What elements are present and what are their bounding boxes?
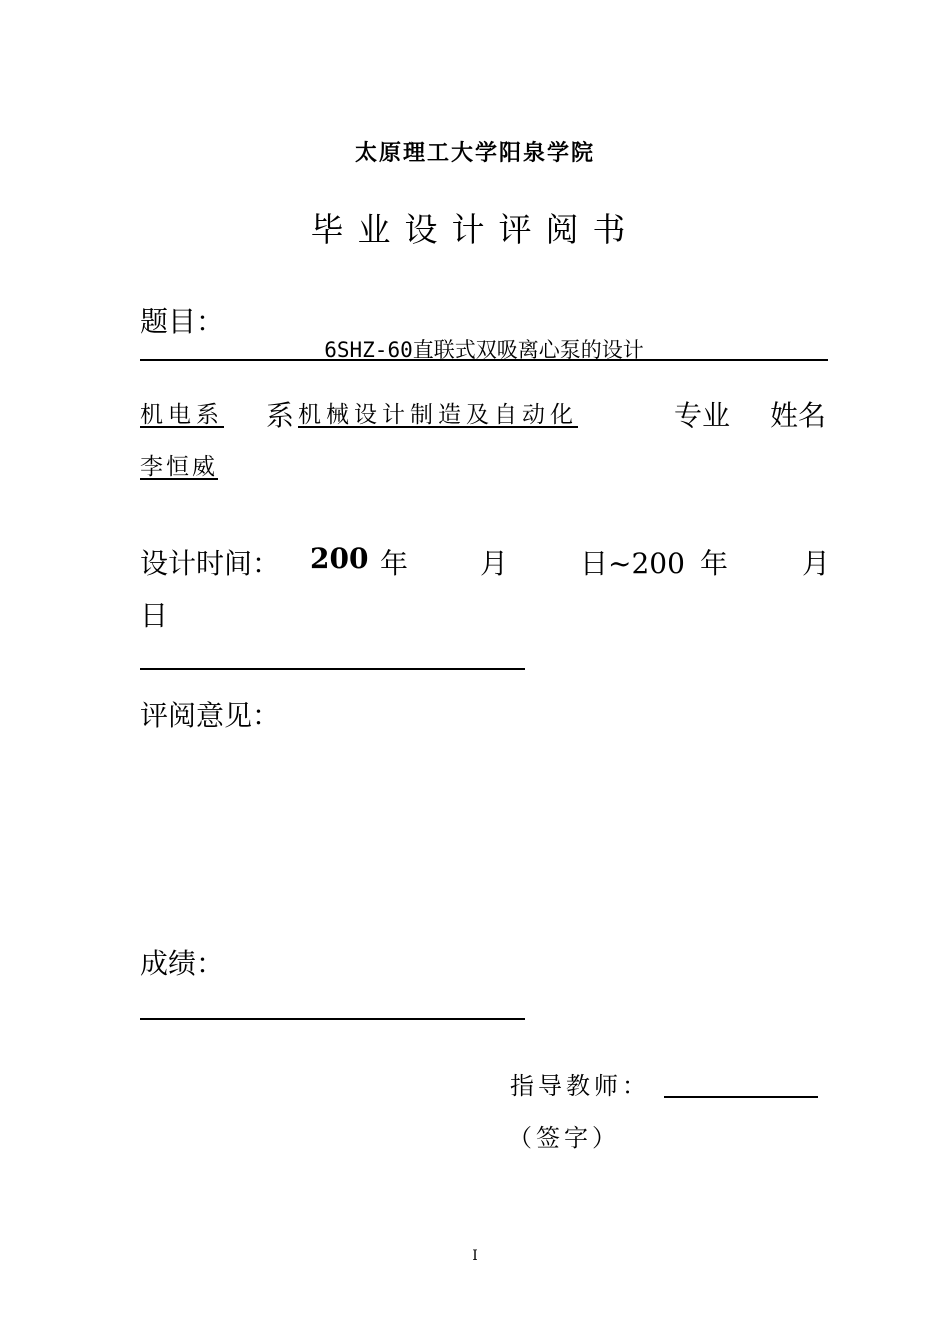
time-underline <box>140 668 525 670</box>
start-year-unit: 年 <box>380 547 409 580</box>
department-value: 机电系 <box>140 402 224 428</box>
topic-label: 题目： <box>140 305 225 338</box>
topic-underline <box>140 359 828 361</box>
end-month-unit: 月 <box>802 547 831 580</box>
start-month-unit: 月 <box>480 547 509 580</box>
day-range: 日~200 <box>580 547 685 580</box>
end-day-unit: 日 <box>140 599 169 632</box>
grade-label: 成绩： <box>140 947 225 980</box>
advisor-label: 指导教师： <box>510 1072 650 1100</box>
page-number: I <box>472 1248 478 1264</box>
major-suffix: 专业 <box>674 399 731 432</box>
name-value: 李恒威 <box>140 454 218 480</box>
name-label: 姓名 <box>770 399 827 432</box>
school-name: 太原理工大学阳泉学院 <box>354 140 595 166</box>
design-time-label: 设计时间： <box>140 547 281 580</box>
grade-underline <box>140 1018 525 1020</box>
comment-label: 评阅意见： <box>140 699 281 732</box>
topic-value: 6SHZ-60直联式双吸离心泵的设计 <box>324 338 644 362</box>
document-title: 毕业设计评阅书 <box>310 210 640 249</box>
end-year-unit: 年 <box>700 547 729 580</box>
sign-label: （签字） <box>508 1124 620 1152</box>
advisor-signature-line <box>664 1096 818 1098</box>
start-year: 200 <box>310 542 369 575</box>
major-value: 机械设计制造及自动化 <box>298 402 578 428</box>
department-suffix: 系 <box>266 399 295 432</box>
